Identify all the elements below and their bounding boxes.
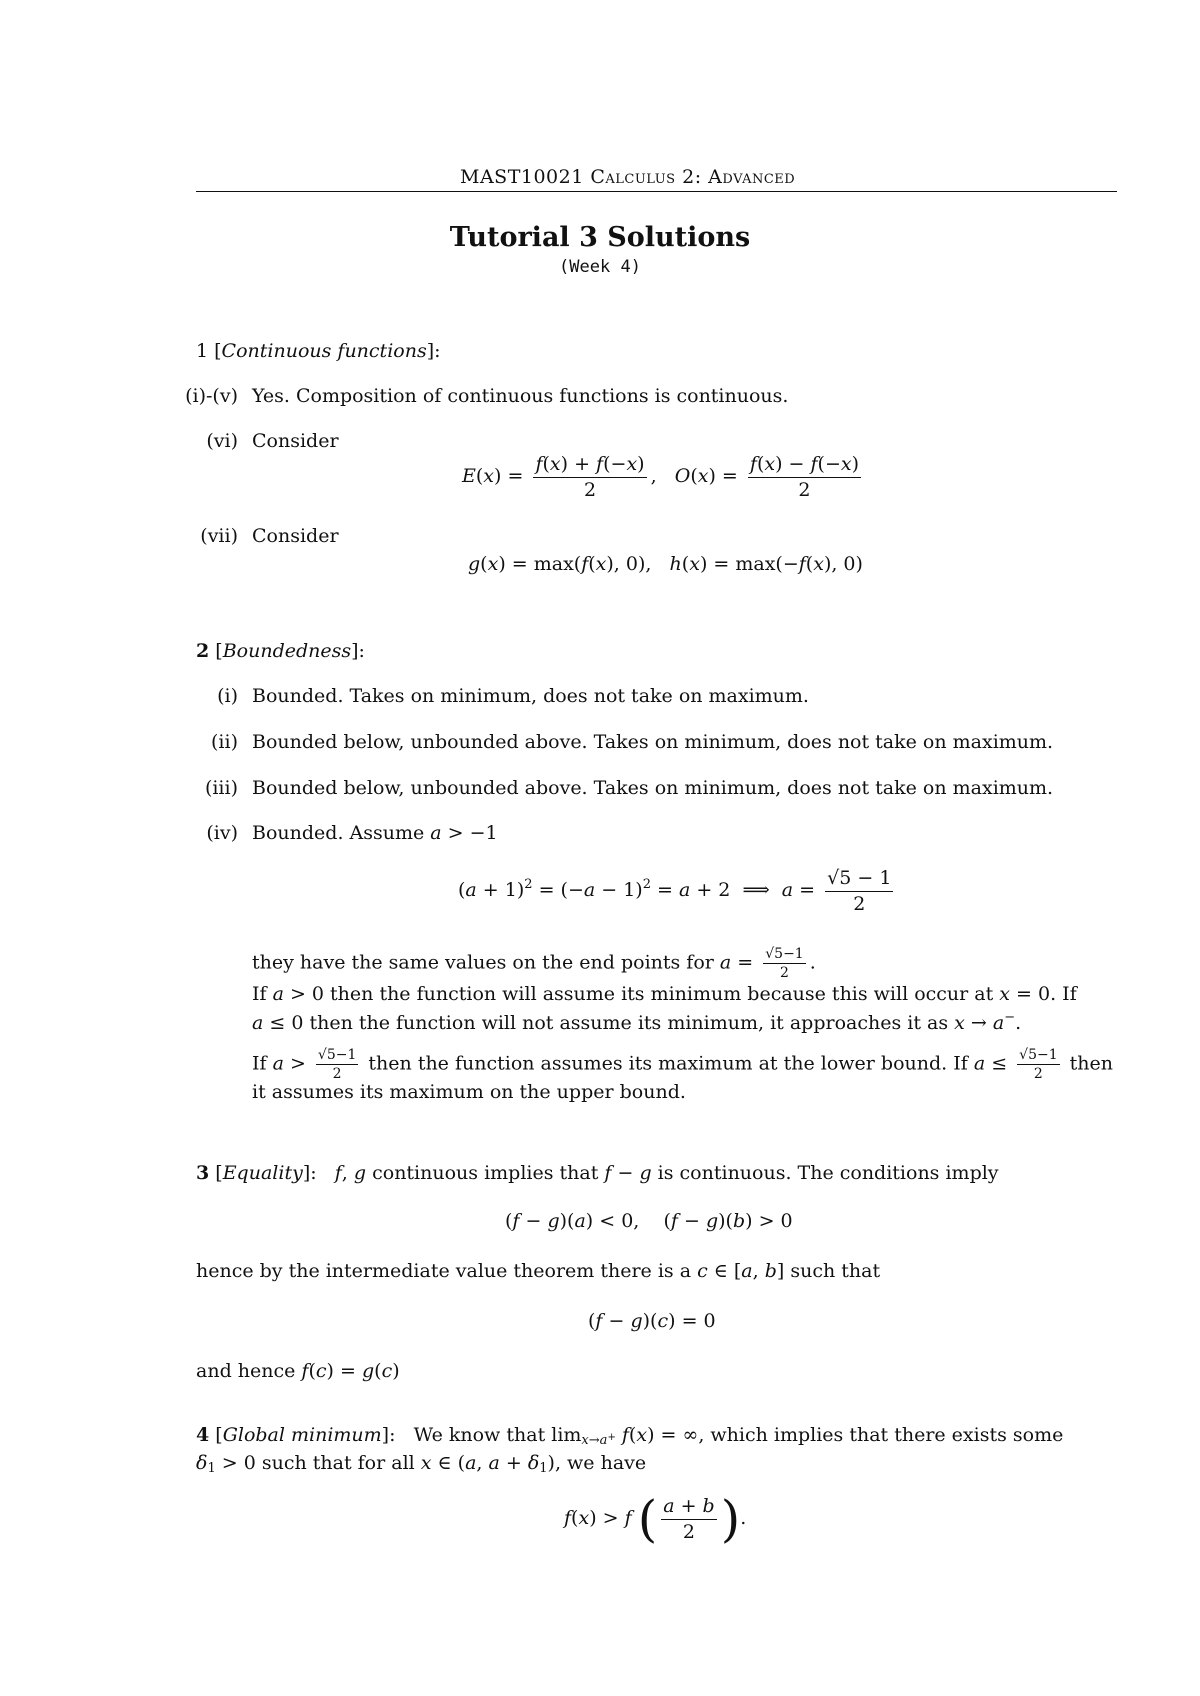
q3-topic: Equality (222, 1162, 303, 1184)
max-para-line1: If a > $\frac{√5-1}{2}$ then the function assumes its maximum at the lower bound. If a ≤ $\frac{√5-1}{2}$ then (252, 1047, 1114, 1083)
max-para-line2: it assumes its maximum on the upper bound. (252, 1081, 686, 1103)
equation-fgc: (f − g)(c) = 0 (588, 1310, 716, 1332)
equation-conditions: (f − g)(a) < 0, (f − g)(b) > 0 (505, 1210, 793, 1232)
equation-max: g(x) = max(f(x), 0), h(x) = max(−f(x), 0) (468, 553, 863, 575)
q3-heading: 3 [Equality]: f, g continuous implies that f − g is continuous. The conditions imply (196, 1162, 999, 1184)
q2-item-text: Bounded below, unbounded above. Takes on minimum, does not take on maximum. (252, 777, 1054, 799)
equation-a: $(a + 1)^2 = (-a - 1)^2 = a + 2$ ⟹ a = $\frac{√5 - 1}{2}$ (458, 867, 892, 915)
page-title: Tutorial 3 Solutions (449, 222, 751, 253)
week-label: (Week 4) (559, 257, 641, 277)
q1-item-text: Consider (252, 525, 339, 547)
same-values-line: they have the same values on the end points for a = $\frac{√5-1}{2}$ . (252, 946, 816, 982)
q4-line2: $\delta_1 > 0$ such that for all x ∈ (a, $a + \delta_1$), we have (196, 1452, 647, 1476)
q1-item-text: Yes. Composition of continuous functions is continuous. (252, 385, 789, 407)
equation-global-min: f(x) > f ( $\frac{a + b}{2}$ ). (564, 1490, 747, 1549)
header-rule (196, 191, 1117, 192)
min-para-line1: If a > 0 then the function will assume its minimum because this will occur at x = 0. If (252, 983, 1077, 1005)
q2-item-label: (iii) (204, 777, 238, 799)
q4-topic: Global minimum (222, 1424, 382, 1446)
q2-item-label: (ii) (211, 731, 238, 753)
q1-topic: Continuous functions (221, 340, 427, 362)
q1-item-label: (vi) (206, 430, 238, 452)
q2-topic: Boundedness (222, 640, 352, 662)
q2-item-text: Bounded below, unbounded above. Takes on minimum, does not take on maximum. (252, 731, 1054, 753)
q2-item-text: Bounded. Takes on minimum, does not take on maximum. (252, 685, 809, 707)
min-para-line2: a ≤ 0 then the function will not assume its minimum, it approaches it as x → a−. (252, 1010, 1022, 1034)
q1-item-label: (i)-(v) (185, 385, 238, 407)
q1-item-text: Consider (252, 430, 339, 452)
equation-even-odd: E(x) = $\frac{f(x) + f(-x)}{2}$ , O(x) = $\frac{f(x) - f(-x)}{2}$ (462, 453, 860, 501)
course-header: MAST10021 Calculus 2: Advanced (460, 166, 796, 188)
q2-item-text: Bounded. Assume a > −1 (252, 822, 498, 844)
q2-item-label: (iv) (206, 822, 238, 844)
q4-heading: 4 [Global minimum]: We know that $\lim_{x\to a^+} f(x)$ = ∞, which implies that there exists some (196, 1424, 1064, 1448)
q2-heading: 2 [Boundedness]: (196, 640, 365, 662)
q1-heading: 1 [Continuous functions]: (196, 340, 441, 362)
q2-item-label: (i) (217, 685, 238, 707)
ivt-line: hence by the intermediate value theorem there is a c ∈ [a, b] such that (196, 1260, 881, 1282)
q1-item-label: (vii) (200, 525, 238, 547)
hence-line: and hence f(c) = g(c) (196, 1360, 400, 1382)
